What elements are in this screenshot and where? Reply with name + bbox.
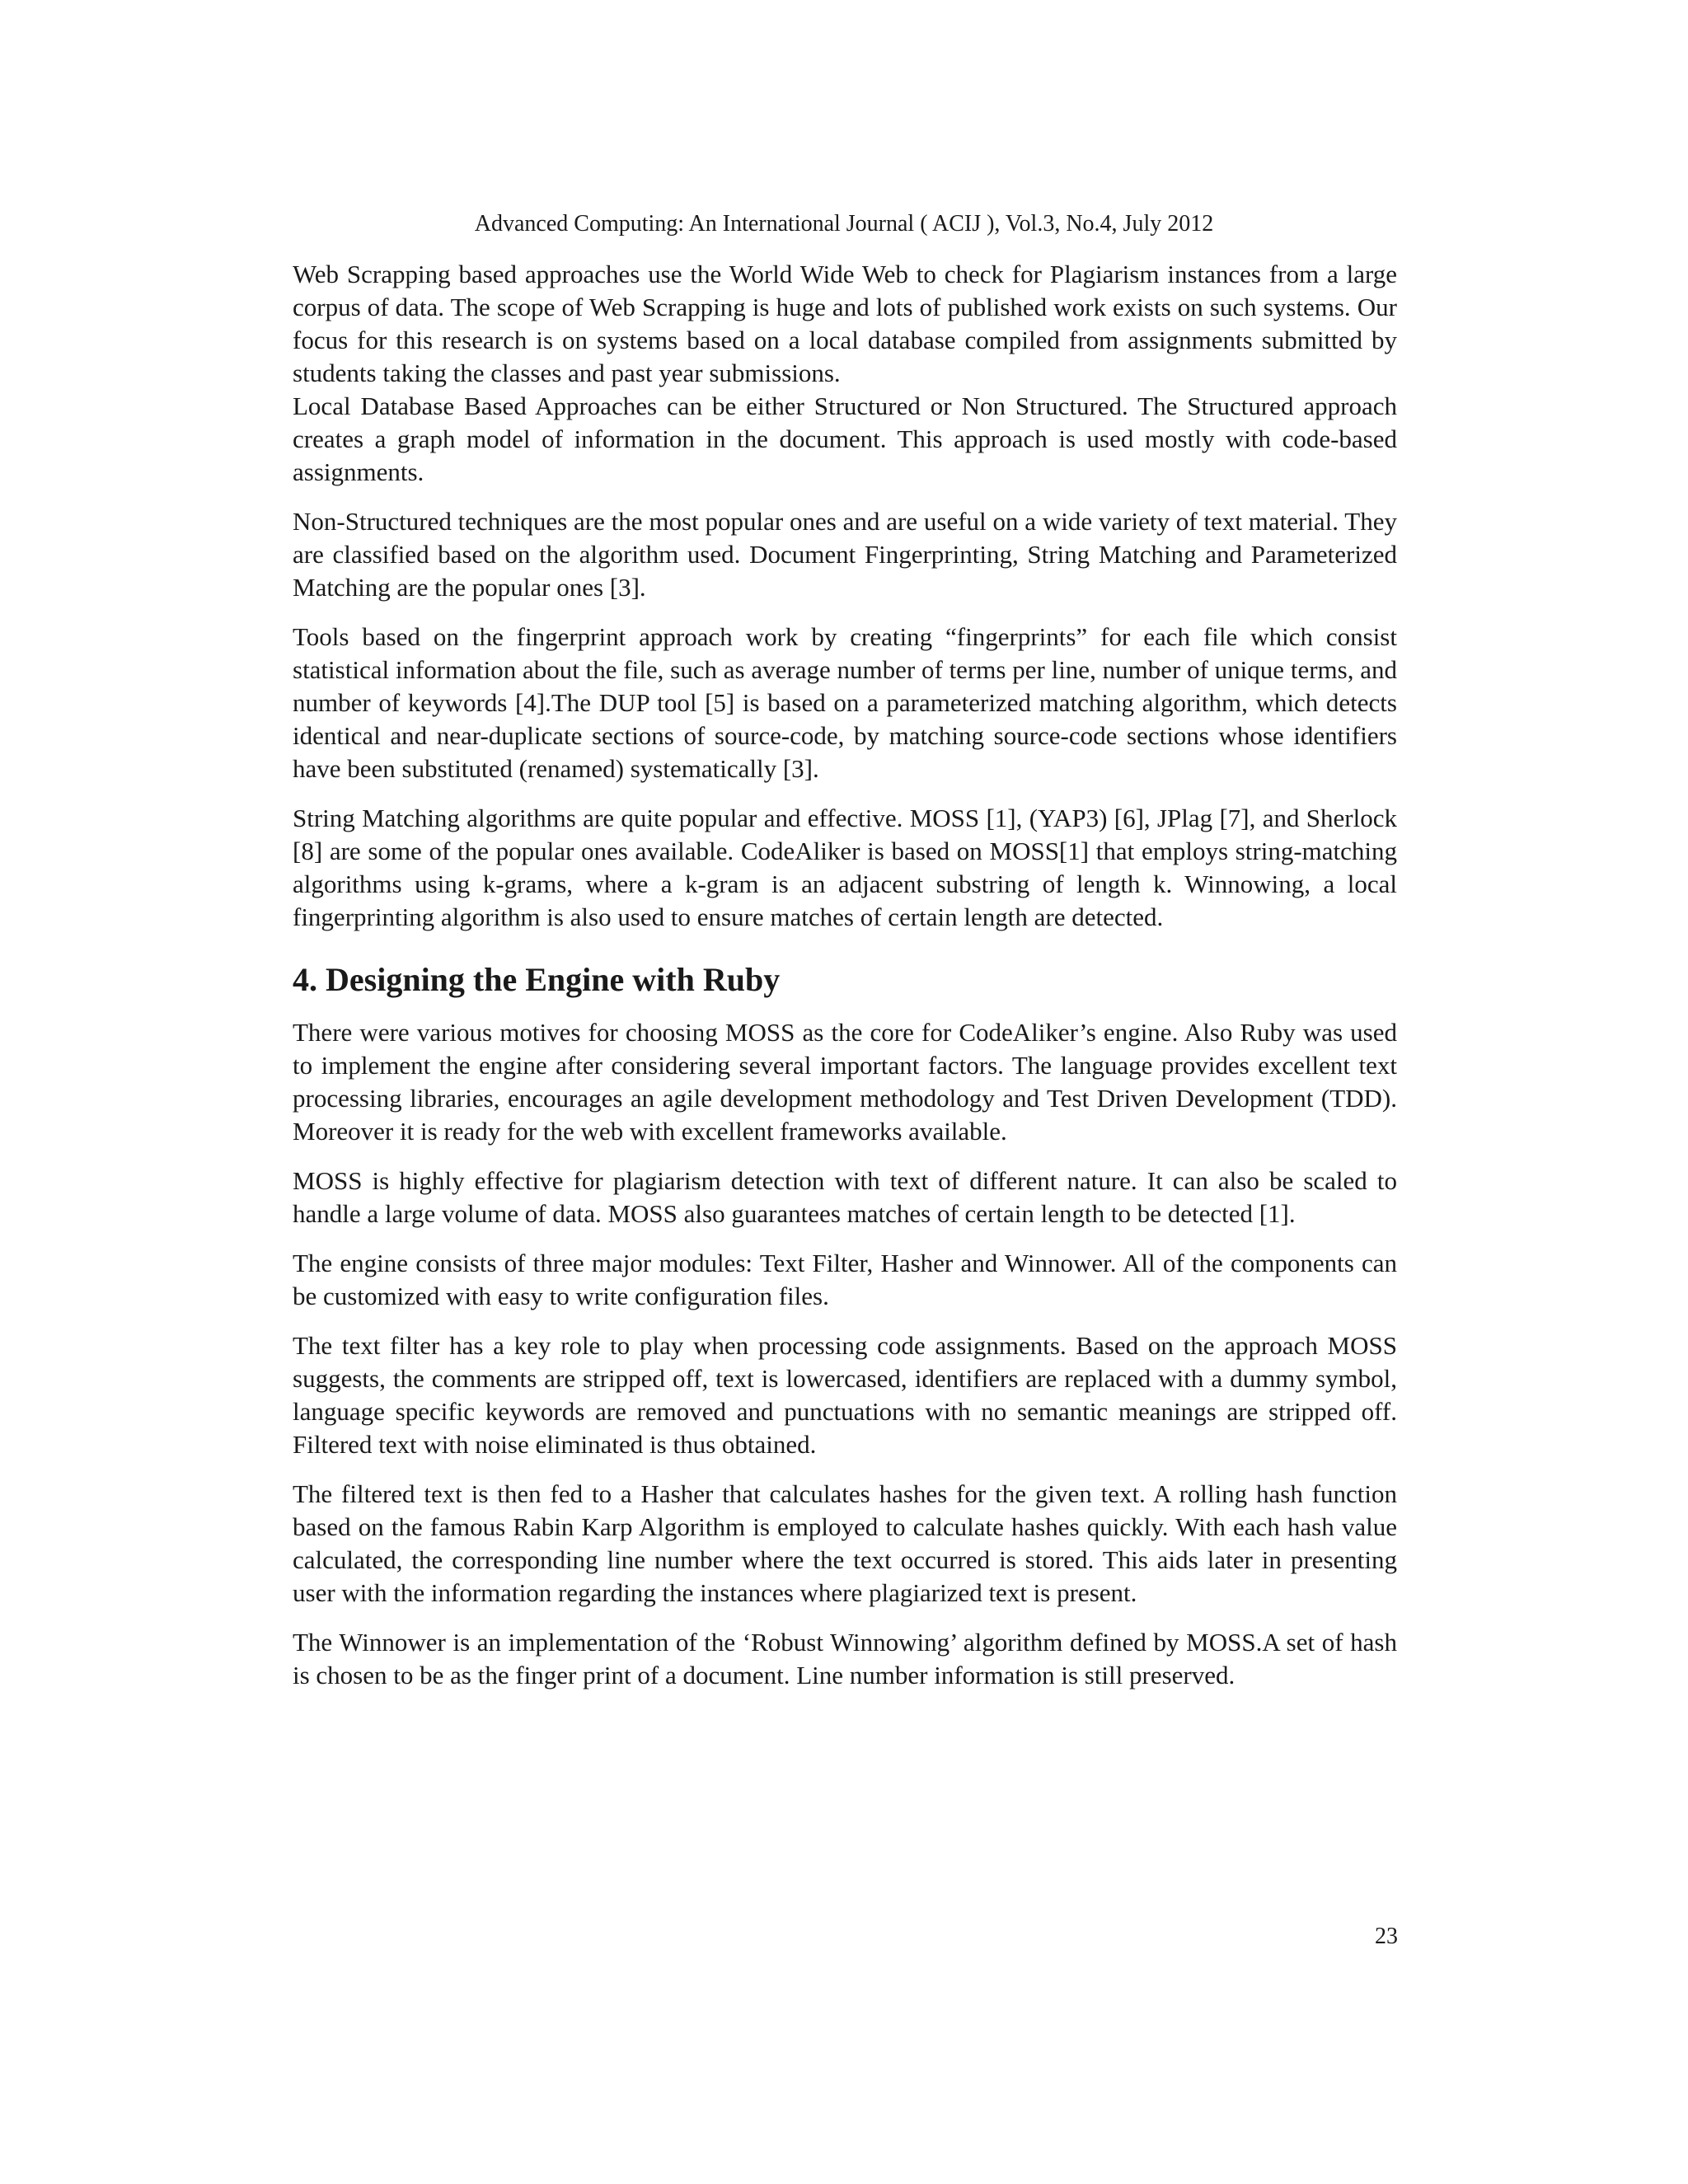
- running-header: Advanced Computing: An International Journal ( ACIJ ), Vol.3, No.4, July 2012: [474, 211, 1214, 237]
- paragraph-text-filter: The text filter has a key role to play when processing code assignments. Based on the approach MOSS suggests, the comments are stripped off, text is lowercased, identifiers are replaced with a dummy symbol, language specific keywords are removed and punctuations with no semantic meanings are stripped off. Filtered text with noise eliminated is thus obtained.: [293, 1331, 1397, 1459]
- paragraph-engine-modules: The engine consists of three major modules: Text Filter, Hasher and Winnower. All of the components can be customized with easy to write configuration files.: [293, 1249, 1397, 1310]
- paragraph-local-database: Local Database Based Approaches can be either Structured or Non Structured. The Structured approach creates a graph model of information in the document. This approach is used mostly with code-based assignments.: [293, 391, 1397, 486]
- paragraph-non-structured: Non-Structured techniques are the most popular ones and are useful on a wide variety of text material. They are classified based on the algorithm used. Document Fingerprinting, String Matching and Parameterized Matching are the popular ones [3].: [293, 507, 1397, 602]
- paragraph-string-matching: String Matching algorithms are quite popular and effective. MOSS [1], (YAP3) [6], JPlag [7], and Sherlock [8] are some of the popular ones available. CodeAliker is based on MOSS[1] that employs string-matching algorithms using k-grams, where a k-gram is an adjacent substring of length k. Winnowing, a local fingerprinting algorithm is also used to ensure matches of certain length are detected.: [293, 804, 1397, 931]
- page-number: 23: [1375, 1924, 1398, 1949]
- paragraph-winnower: The Winnower is an implementation of the ‘Robust Winnowing’ algorithm defined by MOSS.A set of hash is chosen to be as the finger print of a document. Line number information is still preserved.: [293, 1628, 1397, 1690]
- paragraph-motives: There were various motives for choosing MOSS as the core for CodeAliker’s engine. Also Ruby was used to implement the engine after considering several important factors. The language provides excellent text processing libraries, encourages an agile development methodology and Test Driven Development (TDD). Moreover it is ready for the web with excellent frameworks available.: [293, 1018, 1397, 1146]
- page-body: [293, 258, 1397, 1708]
- paragraph-web-scrapping: Web Scrapping based approaches use the World Wide Web to check for Plagiarism instances from a large corpus of data. The scope of Web Scrapping is huge and lots of published work exists on such systems. Our focus for this research is on systems based on a local database compiled from assignments submitted by students taking the classes and past year submissions.: [293, 260, 1397, 387]
- paragraph-fingerprint-tools: Tools based on the fingerprint approach work by creating “fingerprints” for each file which consist statistical information about the file, such as average number of terms per line, number of unique terms, and number of keywords [4].The DUP tool [5] is based on a parameterized matching algorithm, which detects identical and near-duplicate sections of source-code, by matching source-code sections whose identifiers have been substituted (renamed) systematically [3].: [293, 622, 1397, 783]
- paragraph-hasher: The filtered text is then fed to a Hasher that calculates hashes for the given text. A rolling hash function based on the famous Rabin Karp Algorithm is employed to calculate hashes quickly. With each hash value calculated, the corresponding line number where the text occurred is stored. This aids later in presenting user with the information regarding the instances where plagiarized text is present.: [293, 1479, 1397, 1607]
- section-heading: 4. Designing the Engine with Ruby: [293, 961, 781, 998]
- paragraph-moss-effective: MOSS is highly effective for plagiarism detection with text of different nature. It can also be scaled to handle a large volume of data. MOSS also guarantees matches of certain length to be detected [1].: [293, 1166, 1397, 1228]
